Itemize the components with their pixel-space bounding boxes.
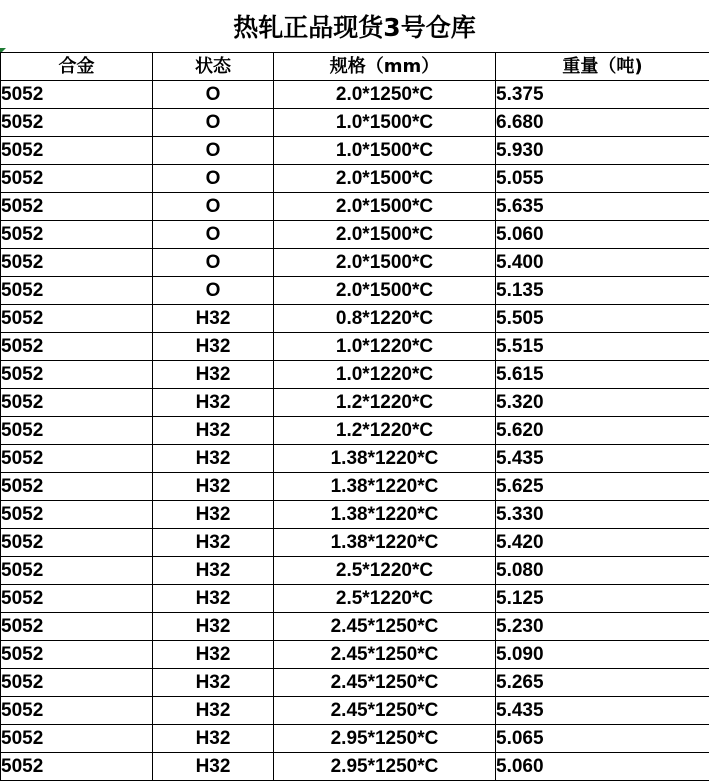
cell-weight: 5.420 [496, 529, 709, 557]
cell-temper: O [153, 221, 274, 249]
cell-temper: H32 [153, 641, 274, 669]
cell-weight: 5.435 [496, 445, 709, 473]
cell-spec: 2.0*1500*C [274, 221, 496, 249]
cell-alloy: 5052 [1, 389, 153, 417]
cell-weight: 5.615 [496, 361, 709, 389]
table-row [1, 473, 709, 501]
table-row [1, 81, 709, 109]
cell-spec: 1.0*1220*C [274, 333, 496, 361]
cell-spec: 1.2*1220*C [274, 389, 496, 417]
cell-weight: 5.090 [496, 641, 709, 669]
cell-alloy: 5052 [1, 557, 153, 585]
cell-temper: O [153, 109, 274, 137]
cell-alloy: 5052 [1, 725, 153, 753]
table-row [1, 193, 709, 221]
cell-temper: H32 [153, 585, 274, 613]
table-row [1, 557, 709, 585]
cell-alloy: 5052 [1, 445, 153, 473]
cell-alloy: 5052 [1, 529, 153, 557]
cell-alloy: 5052 [1, 641, 153, 669]
header-alloy: 合金 [1, 53, 153, 81]
cell-temper: H32 [153, 613, 274, 641]
cell-weight: 5.515 [496, 333, 709, 361]
cell-temper: O [153, 165, 274, 193]
cell-weight: 5.060 [496, 753, 709, 781]
cell-weight: 5.930 [496, 137, 709, 165]
page-title: 热轧正品现货3号仓库 [0, 0, 709, 52]
cell-spec: 2.0*1500*C [274, 165, 496, 193]
cell-weight: 5.080 [496, 557, 709, 585]
table-row [1, 417, 709, 445]
cell-alloy: 5052 [1, 501, 153, 529]
cell-weight: 5.060 [496, 221, 709, 249]
cell-weight: 5.055 [496, 165, 709, 193]
cell-weight: 5.435 [496, 697, 709, 725]
table-row [1, 333, 709, 361]
cell-spec: 1.38*1220*C [274, 445, 496, 473]
header-spec: 规格（mm） [274, 53, 496, 81]
cell-weight: 5.320 [496, 389, 709, 417]
table-row [1, 669, 709, 697]
cell-spec: 1.0*1500*C [274, 109, 496, 137]
cell-temper: H32 [153, 445, 274, 473]
cell-spec: 1.38*1220*C [274, 473, 496, 501]
table-row [1, 389, 709, 417]
table-header-row [1, 53, 709, 81]
header-weight: 重量（吨) [496, 53, 709, 81]
table-row [1, 501, 709, 529]
cell-temper: O [153, 193, 274, 221]
table-row [1, 277, 709, 305]
cell-temper: O [153, 137, 274, 165]
cell-temper: H32 [153, 557, 274, 585]
cell-weight: 5.065 [496, 725, 709, 753]
cell-temper: H32 [153, 501, 274, 529]
table-row [1, 221, 709, 249]
cell-alloy: 5052 [1, 249, 153, 277]
cell-weight: 6.680 [496, 109, 709, 137]
cell-alloy: 5052 [1, 109, 153, 137]
cell-alloy: 5052 [1, 137, 153, 165]
table-row [1, 613, 709, 641]
cell-spec: 1.38*1220*C [274, 529, 496, 557]
cell-spec: 2.0*1500*C [274, 277, 496, 305]
inventory-table [0, 52, 709, 781]
table-row [1, 109, 709, 137]
cell-spec: 2.45*1250*C [274, 697, 496, 725]
cell-weight: 5.505 [496, 305, 709, 333]
table-row [1, 165, 709, 193]
cell-spec: 2.95*1250*C [274, 753, 496, 781]
cell-temper: H32 [153, 333, 274, 361]
cell-alloy: 5052 [1, 361, 153, 389]
cell-spec: 1.0*1500*C [274, 137, 496, 165]
cell-temper: H32 [153, 697, 274, 725]
table-row [1, 445, 709, 473]
cell-temper: H32 [153, 753, 274, 781]
table-row [1, 249, 709, 277]
cell-alloy: 5052 [1, 417, 153, 445]
cell-weight: 5.125 [496, 585, 709, 613]
cell-spec: 1.2*1220*C [274, 417, 496, 445]
cell-weight: 5.230 [496, 613, 709, 641]
cell-spec: 2.0*1500*C [274, 249, 496, 277]
cell-weight: 5.400 [496, 249, 709, 277]
cell-weight: 5.635 [496, 193, 709, 221]
cell-spec: 2.0*1250*C [274, 81, 496, 109]
table-row [1, 361, 709, 389]
cell-weight: 5.625 [496, 473, 709, 501]
cell-weight: 5.330 [496, 501, 709, 529]
table-row [1, 529, 709, 557]
cell-temper: H32 [153, 529, 274, 557]
cell-temper: H32 [153, 305, 274, 333]
table-row [1, 641, 709, 669]
table-row [1, 137, 709, 165]
cell-alloy: 5052 [1, 81, 153, 109]
cell-alloy: 5052 [1, 585, 153, 613]
cell-alloy: 5052 [1, 473, 153, 501]
cell-temper: O [153, 249, 274, 277]
cell-spec: 2.0*1500*C [274, 193, 496, 221]
cell-weight: 5.265 [496, 669, 709, 697]
cell-alloy: 5052 [1, 165, 153, 193]
cell-spec: 2.5*1220*C [274, 585, 496, 613]
table-row [1, 305, 709, 333]
table-row [1, 753, 709, 781]
cell-temper: H32 [153, 417, 274, 445]
cell-alloy: 5052 [1, 697, 153, 725]
cell-alloy: 5052 [1, 613, 153, 641]
cell-spec: 2.95*1250*C [274, 725, 496, 753]
cell-temper: H32 [153, 361, 274, 389]
cell-spec: 1.0*1220*C [274, 361, 496, 389]
cell-alloy: 5052 [1, 753, 153, 781]
cell-alloy: 5052 [1, 669, 153, 697]
cell-weight: 5.135 [496, 277, 709, 305]
cell-temper: H32 [153, 725, 274, 753]
table-body [1, 81, 709, 781]
cell-temper: H32 [153, 389, 274, 417]
cell-alloy: 5052 [1, 193, 153, 221]
cell-weight: 5.620 [496, 417, 709, 445]
table-row [1, 585, 709, 613]
cell-temper: O [153, 277, 274, 305]
cell-spec: 2.45*1250*C [274, 669, 496, 697]
table-row [1, 725, 709, 753]
cell-alloy: 5052 [1, 277, 153, 305]
cell-spec: 1.38*1220*C [274, 501, 496, 529]
cell-alloy: 5052 [1, 221, 153, 249]
header-temper: 状态 [153, 53, 274, 81]
cell-temper: H32 [153, 473, 274, 501]
cell-spec: 2.5*1220*C [274, 557, 496, 585]
table-row [1, 697, 709, 725]
cell-alloy: 5052 [1, 333, 153, 361]
cell-temper: H32 [153, 669, 274, 697]
cell-temper: O [153, 81, 274, 109]
cell-spec: 0.8*1220*C [274, 305, 496, 333]
cell-spec: 2.45*1250*C [274, 613, 496, 641]
cell-alloy: 5052 [1, 305, 153, 333]
cell-weight: 5.375 [496, 81, 709, 109]
cell-spec: 2.45*1250*C [274, 641, 496, 669]
